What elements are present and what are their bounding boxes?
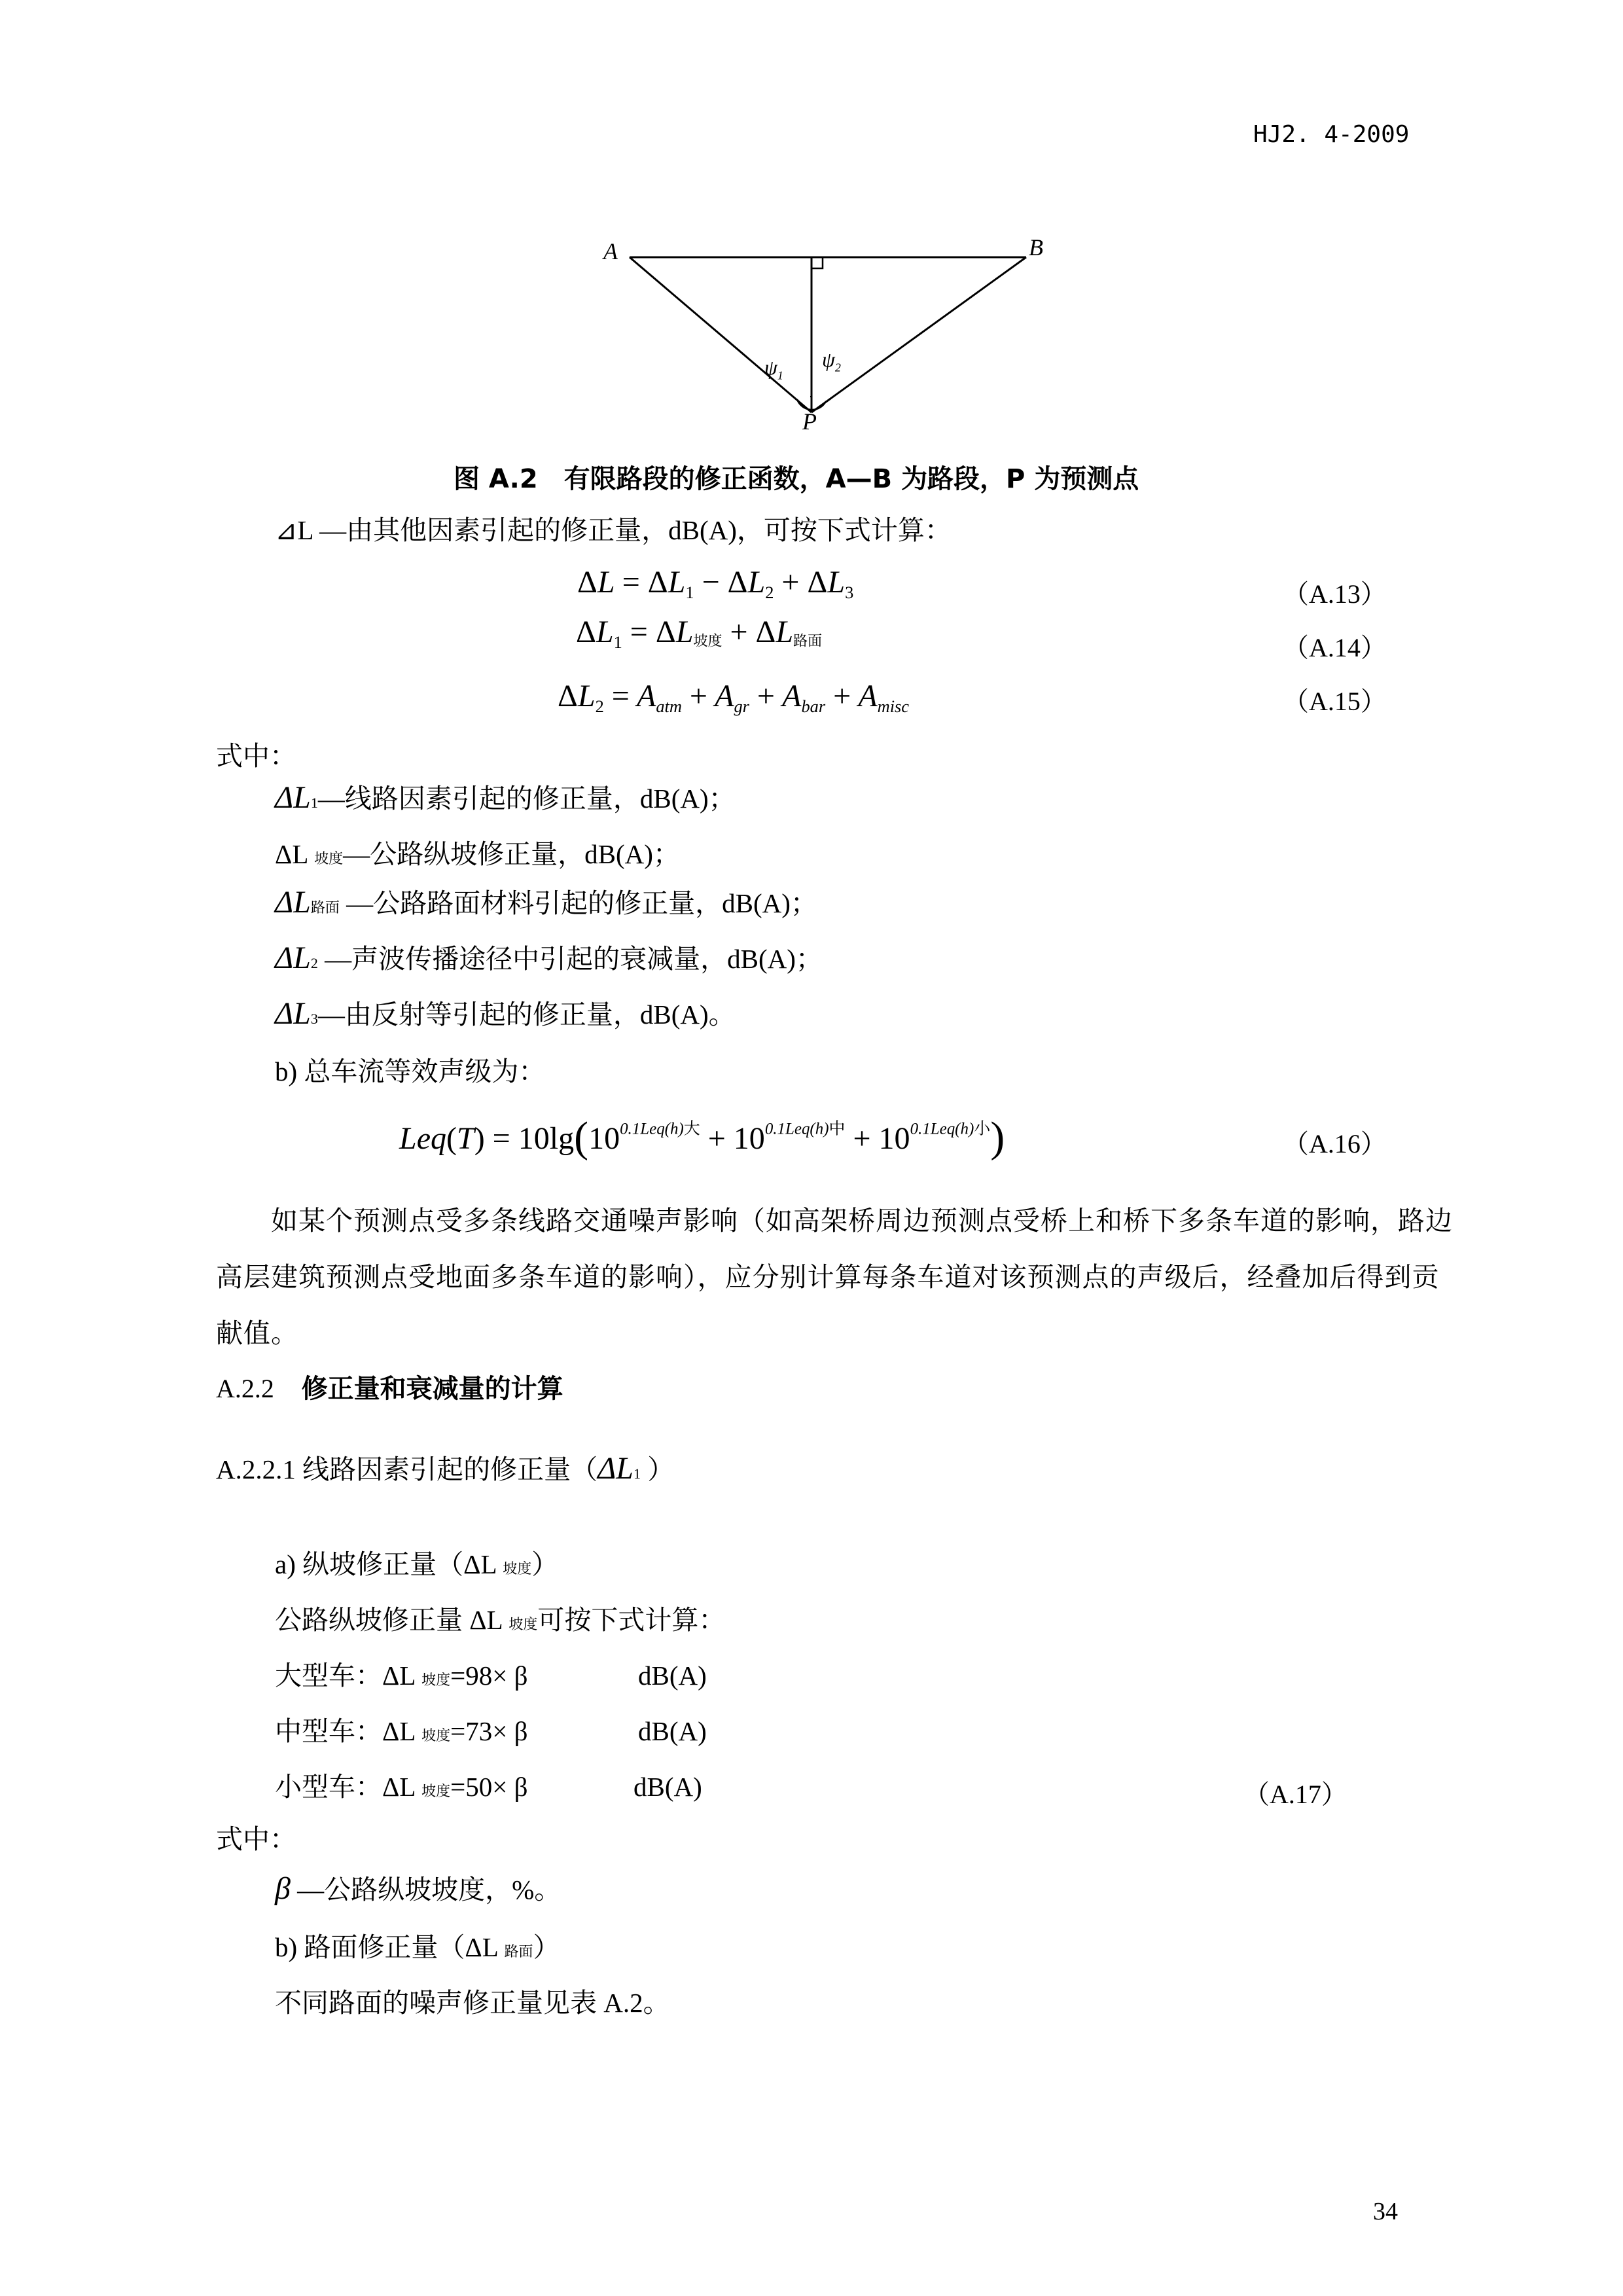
document-code: HJ2. 4-2009 (1253, 121, 1410, 148)
page-number: 34 (1373, 2198, 1398, 2225)
item-a-slope: a) 纵坡修正量（ΔL 坡度） (275, 1549, 559, 1579)
definition-dl1: ΔL1—线路因素引起的修正量，dB(A)； (275, 780, 736, 815)
segment-bp (812, 257, 1026, 412)
definition-dl3: ΔL3—由反射等引起的修正量，dB(A)。 (275, 996, 736, 1031)
intro-line: ⊿L —由其他因素引起的修正量，dB(A)，可按下式计算： (275, 515, 952, 545)
equation-number-a17: （A.17） (1243, 1780, 1347, 1809)
table-reference: 不同路面的噪声修正量见表 A.2。 (275, 1988, 670, 2018)
figure-caption: 图 A.2 有限路段的修正函数，A—B 为路段，P 为预测点 (454, 464, 1139, 494)
equation-a15: $\Delta L_2 = A_{atm} + A_{gr} + A_{bar} + A_{misc}$ (558, 679, 910, 717)
where-label-1: 式中： (216, 741, 296, 771)
equation-number-a15: （A.15） (1283, 687, 1387, 716)
where-label-2: 式中： (216, 1824, 296, 1854)
equation-a14: $\Delta L_1 = \Delta L$坡度 + ΔL路面 (576, 615, 823, 653)
slope-row-medium: 中型车：ΔL 坡度=73× β (275, 1716, 528, 1746)
equation-number-a14: （A.14） (1283, 633, 1387, 662)
item-b-total-level: b) 总车流等效声级为： (275, 1056, 546, 1086)
right-angle-mark (812, 257, 823, 268)
section-a221-heading: A.2.2.1 线路因素引起的修正量（ΔL1 ） (216, 1451, 675, 1486)
point-a-label: A (603, 238, 618, 264)
equation-a16: $Leq(T) = 10\lg(10^{0.1Leq(h)大} + 10^{0.1Leq(h)中} + 10^{0.1Leq(h)小})$ (399, 1113, 1005, 1161)
slope-row-large-unit: dB(A) (638, 1660, 707, 1691)
psi1-label: $\psi_1$ (764, 355, 783, 382)
figure-a2 (589, 232, 1060, 442)
slope-row-large: 大型车：ΔL 坡度=98× β (275, 1660, 528, 1691)
section-a22-heading: A.2.2 修正量和衰减量的计算 (216, 1374, 563, 1404)
equation-number-a16: （A.16） (1283, 1129, 1387, 1158)
beta-definition: β —公路纵坡坡度，%。 (275, 1871, 562, 1906)
point-p-label: P (802, 408, 817, 435)
triangle-diagram (589, 232, 1060, 442)
item-b-road-surface: b) 路面修正量（ΔL 路面） (275, 1932, 560, 1962)
definition-dl-surface: ΔL路面 —公路路面材料引起的修正量，dB(A)； (275, 885, 817, 920)
slope-row-small-unit: dB(A) (633, 1772, 702, 1802)
multi-lane-paragraph: 如某个预测点受多条线路交通噪声影响（如高架桥周边预测点受桥上和桥下多条车道的影响，路边高层建筑预测点受地面多条车道的影响），应分别计算每条车道对该预测点的声级后，经叠加后得到贡献值。 (216, 1206, 1453, 1348)
psi2-label: $\psi_2$ (822, 348, 841, 374)
definition-dl-slope: ΔL 坡度—公路纵坡修正量，dB(A)； (275, 839, 680, 869)
slope-description: 公路纵坡修正量 ΔL 坡度可按下式计算： (275, 1605, 726, 1635)
equation-a13: $\Delta L = \Delta L_1 - \Delta L_2 + \Delta L_3$ (577, 565, 854, 603)
point-b-label: B (1029, 234, 1043, 260)
definition-dl2: ΔL2 —声波传播途径中引起的衰减量，dB(A)； (275, 941, 823, 975)
segment-ap (630, 257, 812, 412)
equation-number-a13: （A.13） (1283, 579, 1387, 609)
slope-row-medium-unit: dB(A) (638, 1716, 707, 1746)
slope-row-small: 小型车：ΔL 坡度=50× β (275, 1772, 528, 1802)
